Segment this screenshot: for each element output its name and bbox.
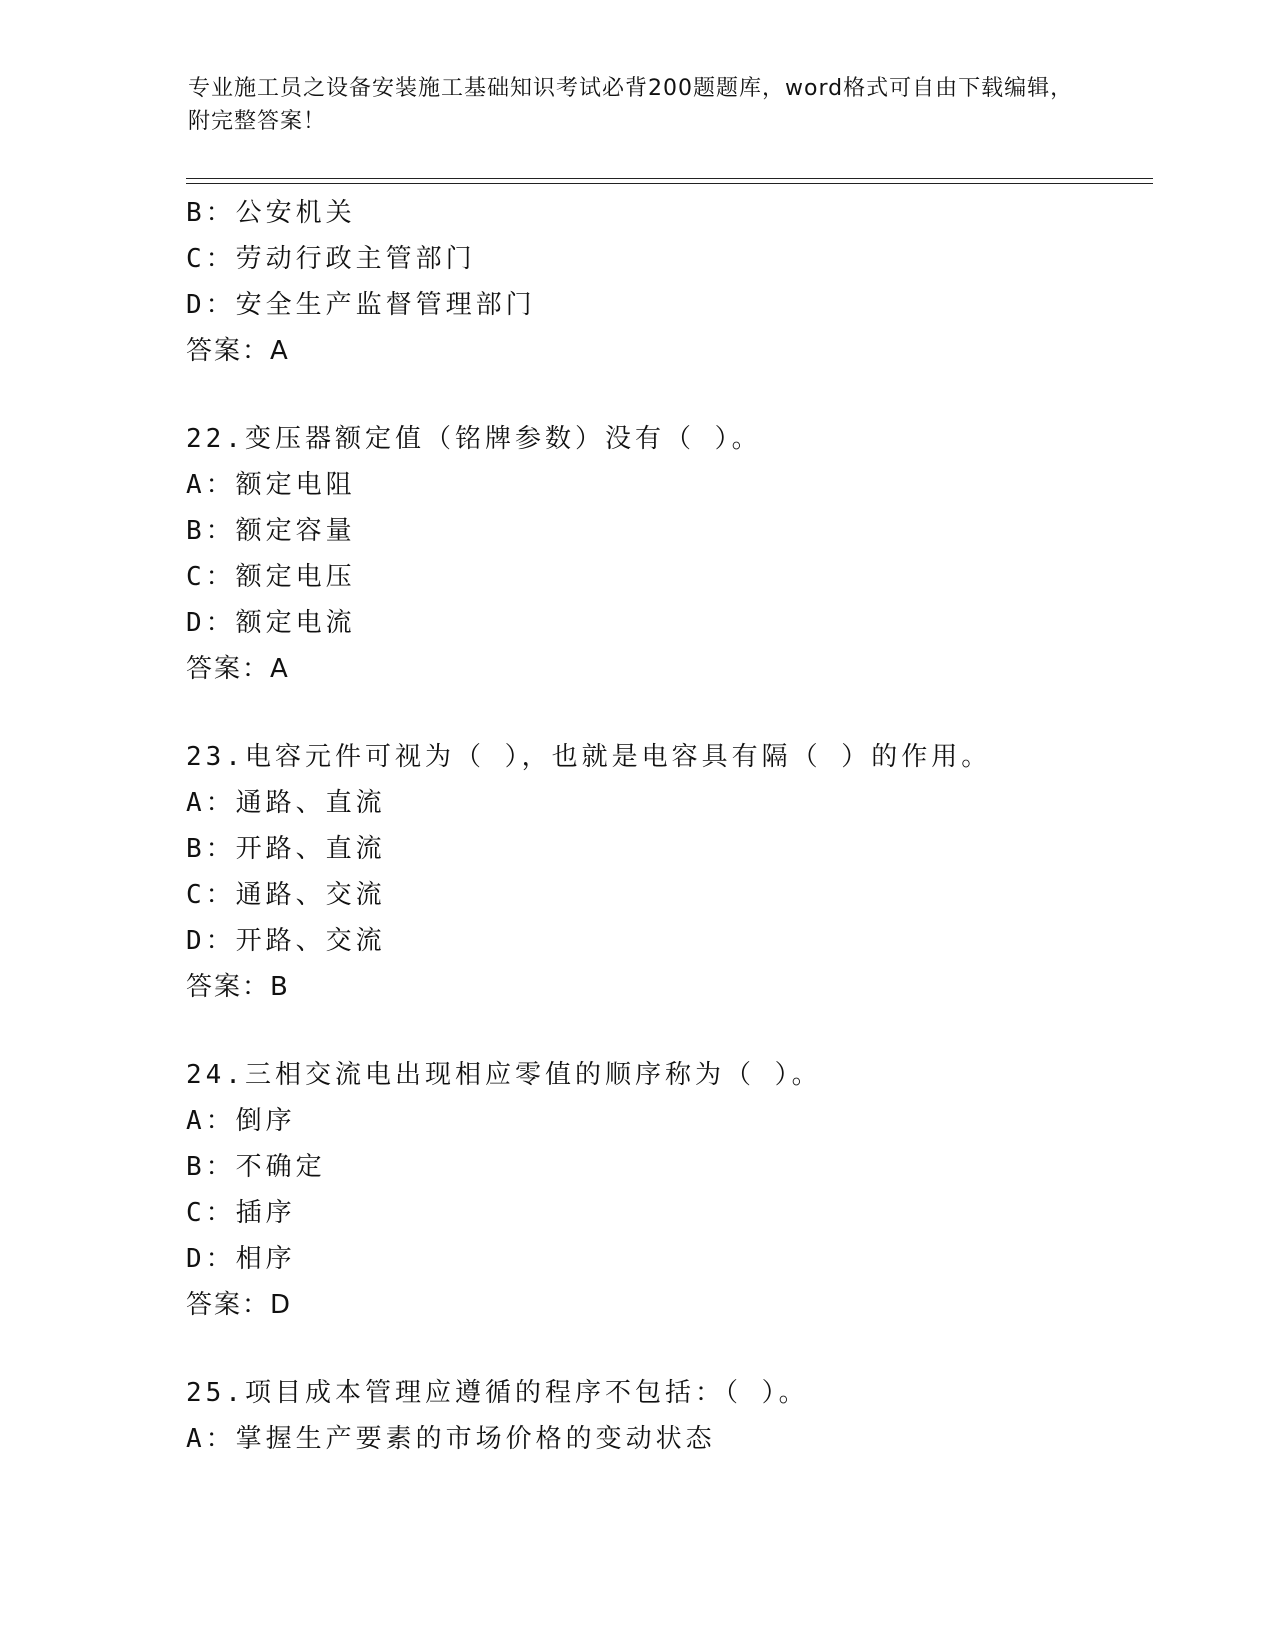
spacer	[186, 692, 1186, 734]
option-b: B：额定容量	[186, 516, 356, 546]
option-d: D：安全生产监督管理部门	[186, 290, 536, 320]
question-stem: 25.项目成本管理应遵循的程序不包括：（ ）。	[186, 1378, 809, 1408]
question-list	[186, 190, 1186, 1462]
header-divider-top	[186, 178, 1153, 179]
header-divider-bottom	[186, 183, 1153, 184]
option-a: A：掌握生产要素的市场价格的变动状态	[186, 1424, 716, 1454]
option-d: D：开路、交流	[186, 926, 386, 956]
option-b: B：开路、直流	[186, 834, 386, 864]
option-a: A：通路、直流	[186, 788, 386, 818]
answer: 答案：B	[186, 972, 290, 1002]
option-c: C：劳动行政主管部门	[186, 244, 476, 274]
answer: 答案：A	[186, 336, 290, 366]
question-stem: 22.变压器额定值（铭牌参数）没有（ ）。	[186, 424, 762, 454]
option-c: C：额定电压	[186, 562, 356, 592]
option-a: A：额定电阻	[186, 470, 356, 500]
option-b: B：公安机关	[186, 198, 356, 228]
spacer	[186, 1328, 1186, 1370]
question-23	[186, 734, 1186, 1010]
question-24	[186, 1052, 1186, 1328]
question-22	[186, 416, 1186, 692]
option-d: D：相序	[186, 1244, 296, 1274]
spacer	[186, 374, 1186, 416]
document-header	[188, 72, 1088, 138]
option-d: D：额定电流	[186, 608, 356, 638]
option-b: B：不确定	[186, 1152, 326, 1182]
spacer	[186, 1010, 1186, 1052]
answer: 答案：D	[186, 1290, 293, 1320]
option-c: C：通路、交流	[186, 880, 386, 910]
option-c: C：插序	[186, 1198, 296, 1228]
option-a: A：倒序	[186, 1106, 296, 1136]
question-stem: 23.电容元件可视为（ ），也就是电容具有隔（ ）的作用。	[186, 742, 992, 772]
question-25	[186, 1370, 1186, 1462]
question-stem: 24.三相交流电出现相应零值的顺序称为（ ）。	[186, 1060, 822, 1090]
answer: 答案：A	[186, 654, 290, 684]
header-title: 专业施工员之设备安装施工基础知识考试必背200题题库，word格式可自由下载编辑，附完整答案！	[188, 76, 1074, 134]
question-21-continued	[186, 190, 1186, 374]
